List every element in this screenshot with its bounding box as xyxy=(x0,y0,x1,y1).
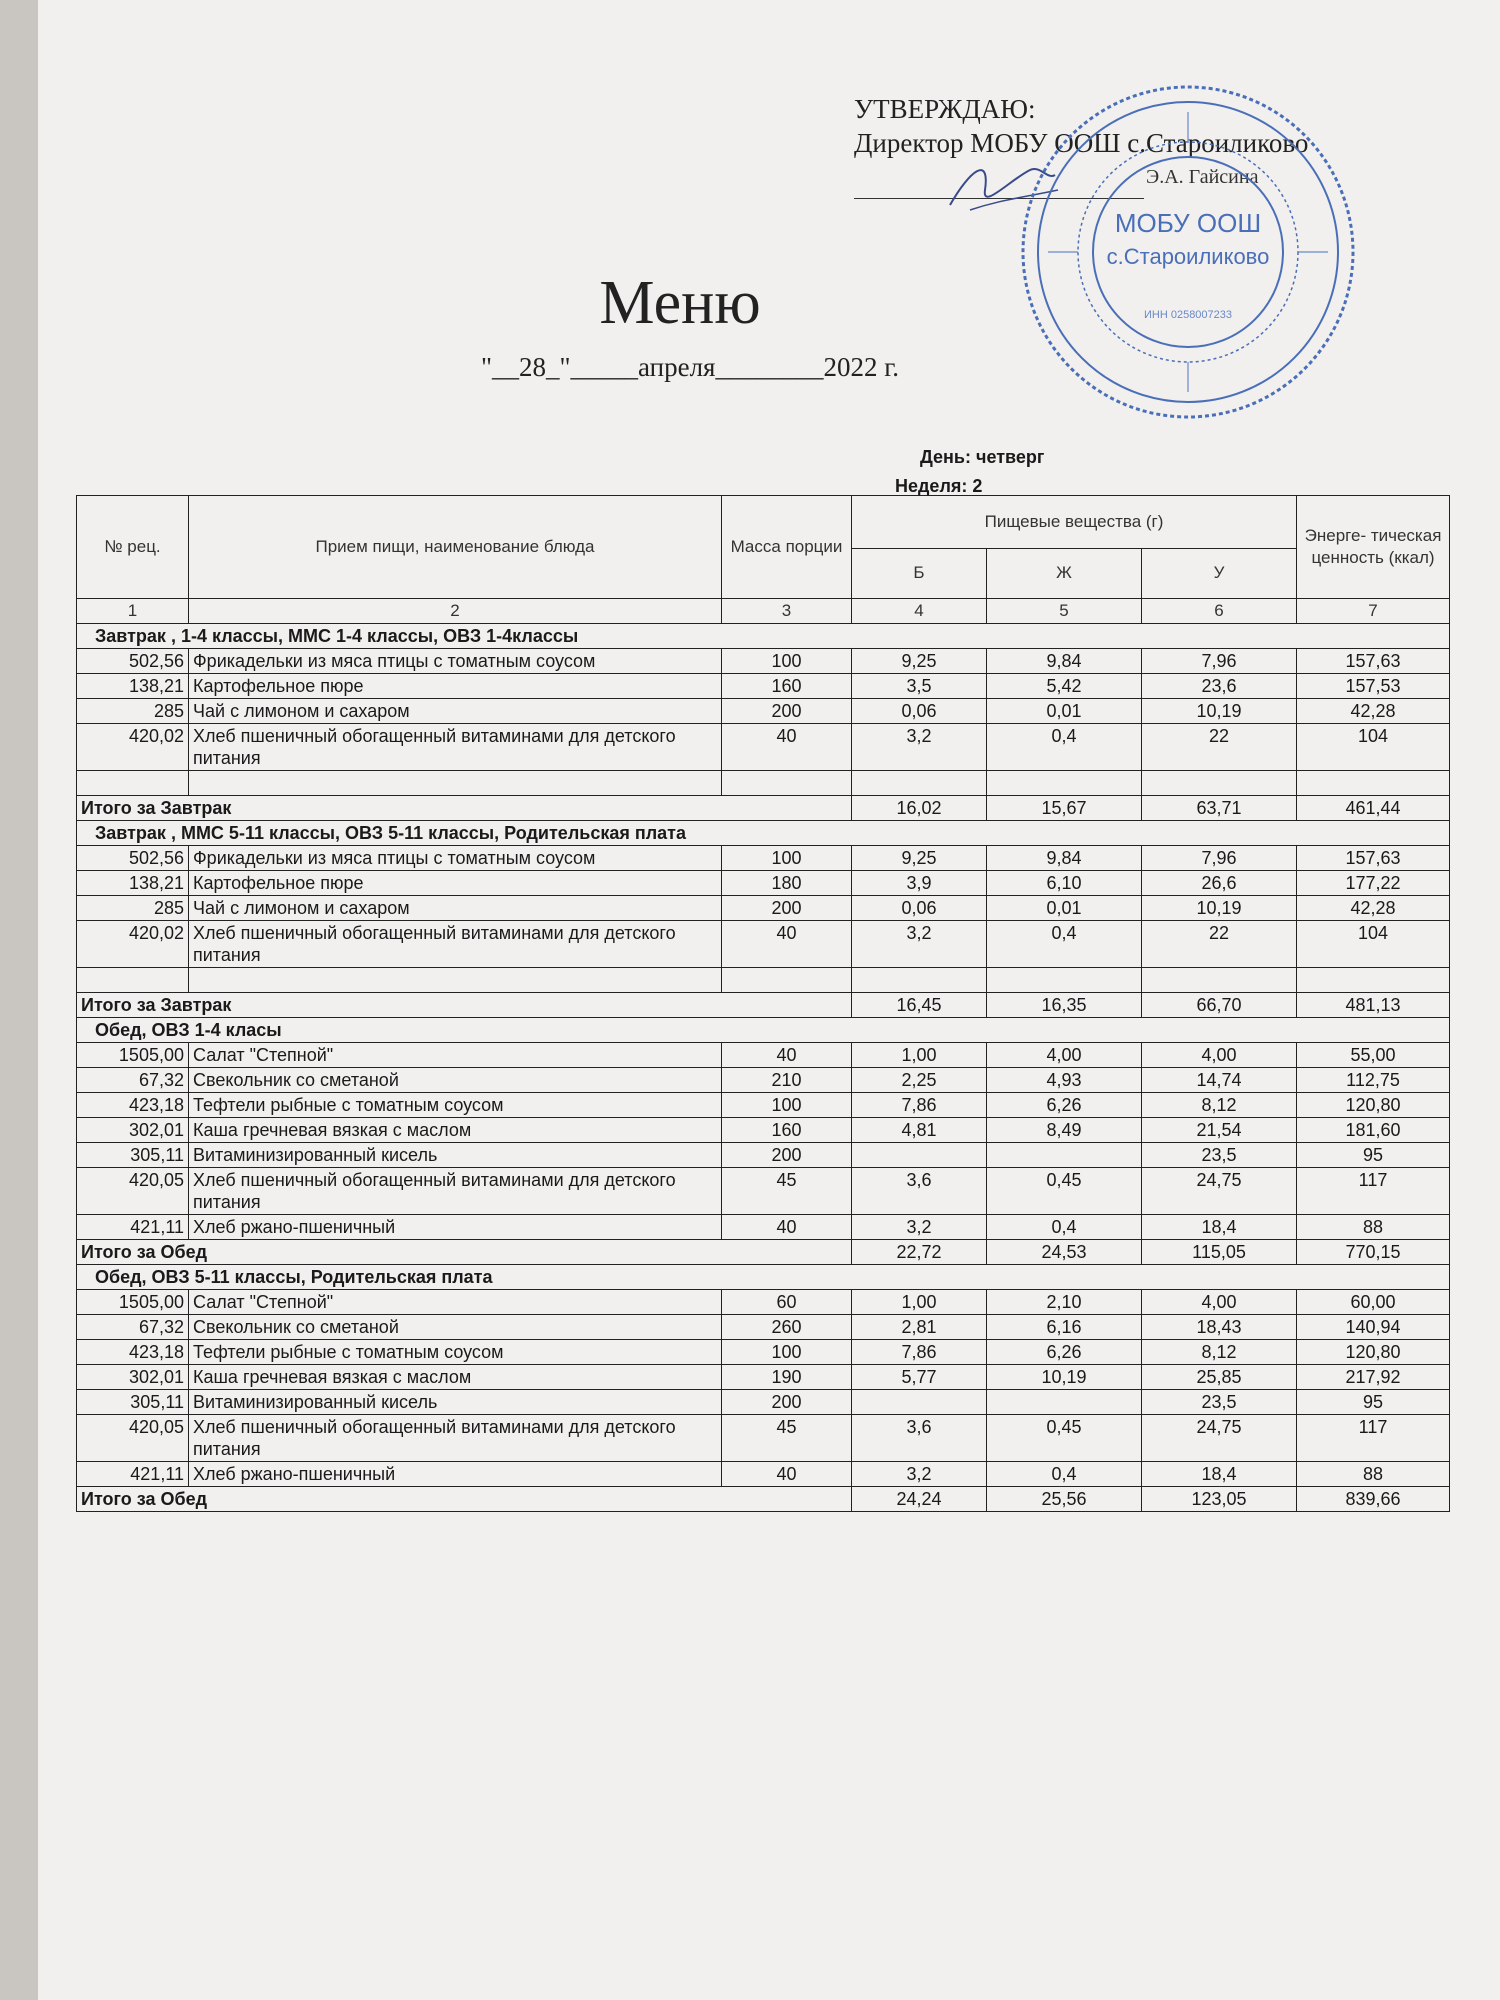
dish-protein: 3,6 xyxy=(852,1168,987,1215)
dish-fat xyxy=(987,771,1142,796)
dish-name xyxy=(189,968,722,993)
dish-mass: 60 xyxy=(722,1290,852,1315)
dish-rec-number: 423,18 xyxy=(77,1340,189,1365)
dish-protein: 7,86 xyxy=(852,1093,987,1118)
dish-name: Салат "Степной" xyxy=(189,1043,722,1068)
dish-energy: 95 xyxy=(1297,1143,1450,1168)
dish-fat: 6,16 xyxy=(987,1315,1142,1340)
dish-fat: 0,4 xyxy=(987,1215,1142,1240)
total-u: 63,71 xyxy=(1142,796,1297,821)
dish-protein: 9,25 xyxy=(852,649,987,674)
dish-name: Хлеб пшеничный обогащенный витаминами для детского питания xyxy=(189,1415,722,1462)
dish-carbs xyxy=(1142,771,1297,796)
dish-carbs: 25,85 xyxy=(1142,1365,1297,1390)
dish-carbs: 8,12 xyxy=(1142,1093,1297,1118)
dish-name: Свекольник со сметаной xyxy=(189,1068,722,1093)
total-label: Итого за Завтрак xyxy=(77,993,852,1018)
dish-mass: 260 xyxy=(722,1315,852,1340)
section-title: Завтрак , ММС 5-11 классы, ОВЗ 5-11 классы, Родительская плата xyxy=(77,821,1450,846)
dish-fat xyxy=(987,968,1142,993)
menu-date: "__28_"_____апреля________2022 г. xyxy=(480,352,900,382)
dish-rec-number: 302,01 xyxy=(77,1118,189,1143)
dish-energy: 42,28 xyxy=(1297,699,1450,724)
dish-fat: 4,93 xyxy=(987,1068,1142,1093)
dish-protein: 0,06 xyxy=(852,896,987,921)
dish-name: Тефтели рыбные с томатным соусом xyxy=(189,1093,722,1118)
section-header-row xyxy=(77,1265,1450,1290)
dish-protein xyxy=(852,1143,987,1168)
dish-name: Салат "Степной" xyxy=(189,1290,722,1315)
dish-row xyxy=(77,1340,1450,1365)
dish-rec-number: 305,11 xyxy=(77,1143,189,1168)
dish-protein xyxy=(852,968,987,993)
dish-fat: 6,26 xyxy=(987,1093,1142,1118)
colnum: 1 xyxy=(77,599,189,624)
approval-heading: УТВЕРЖДАЮ: xyxy=(854,94,1036,124)
dish-mass: 100 xyxy=(722,649,852,674)
dish-energy: 55,00 xyxy=(1297,1043,1450,1068)
section-title: Обед, ОВЗ 1-4 класы xyxy=(77,1018,1450,1043)
dish-fat: 9,84 xyxy=(987,649,1142,674)
dish-rec-number: 420,02 xyxy=(77,724,189,771)
dish-energy: 120,80 xyxy=(1297,1340,1450,1365)
dish-carbs: 18,4 xyxy=(1142,1215,1297,1240)
dish-protein: 3,5 xyxy=(852,674,987,699)
dish-carbs: 23,6 xyxy=(1142,674,1297,699)
dish-carbs: 22 xyxy=(1142,724,1297,771)
dish-row xyxy=(77,1093,1450,1118)
dish-carbs: 7,96 xyxy=(1142,649,1297,674)
dish-rec-number xyxy=(77,771,189,796)
dish-row xyxy=(77,1043,1450,1068)
dish-row xyxy=(77,1143,1450,1168)
section-header-row xyxy=(77,624,1450,649)
dish-fat: 0,01 xyxy=(987,699,1142,724)
dish-carbs: 4,00 xyxy=(1142,1043,1297,1068)
dish-carbs: 26,6 xyxy=(1142,871,1297,896)
dish-name: Хлеб пшеничный обогащенный витаминами для детского питания xyxy=(189,724,722,771)
total-label: Итого за Завтрак xyxy=(77,796,852,821)
dish-mass: 40 xyxy=(722,1215,852,1240)
dish-row xyxy=(77,1215,1450,1240)
dish-name: Хлеб пшеничный обогащенный витаминами для детского питания xyxy=(189,1168,722,1215)
dish-carbs xyxy=(1142,968,1297,993)
dish-energy: 60,00 xyxy=(1297,1290,1450,1315)
dish-name: Картофельное пюре xyxy=(189,674,722,699)
header-b: Б xyxy=(852,548,987,598)
dish-carbs: 4,00 xyxy=(1142,1290,1297,1315)
dish-protein: 1,00 xyxy=(852,1290,987,1315)
dish-protein: 3,2 xyxy=(852,1462,987,1487)
dish-energy: 117 xyxy=(1297,1168,1450,1215)
menu-table xyxy=(76,495,1450,1512)
total-row xyxy=(77,1487,1450,1512)
dish-rec-number: 420,05 xyxy=(77,1168,189,1215)
dish-rec-number: 421,11 xyxy=(77,1215,189,1240)
dish-carbs: 7,96 xyxy=(1142,846,1297,871)
dish-protein: 3,2 xyxy=(852,724,987,771)
dish-mass: 200 xyxy=(722,1390,852,1415)
dish-energy: 88 xyxy=(1297,1462,1450,1487)
dish-energy: 157,63 xyxy=(1297,846,1450,871)
section-title: Завтрак , 1-4 классы, ММС 1-4 классы, ОВЗ 1-4классы xyxy=(77,624,1450,649)
dish-energy: 95 xyxy=(1297,1390,1450,1415)
dish-row xyxy=(77,1068,1450,1093)
approval-director: Директор МОБУ ООШ с.Староиликово xyxy=(854,128,1309,158)
total-e: 839,66 xyxy=(1297,1487,1450,1512)
dish-carbs: 23,5 xyxy=(1142,1143,1297,1168)
dish-rec-number: 302,01 xyxy=(77,1365,189,1390)
dish-mass: 160 xyxy=(722,1118,852,1143)
dish-carbs: 10,19 xyxy=(1142,699,1297,724)
dish-mass: 200 xyxy=(722,896,852,921)
dish-energy: 104 xyxy=(1297,921,1450,968)
total-e: 770,15 xyxy=(1297,1240,1450,1265)
empty-row xyxy=(77,771,1450,796)
dish-energy: 217,92 xyxy=(1297,1365,1450,1390)
section-header-row xyxy=(77,1018,1450,1043)
dish-name: Хлеб ржано-пшеничный xyxy=(189,1462,722,1487)
colnum: 2 xyxy=(189,599,722,624)
total-zh: 24,53 xyxy=(987,1240,1142,1265)
dish-mass: 190 xyxy=(722,1365,852,1390)
dish-row xyxy=(77,1118,1450,1143)
dish-energy: 88 xyxy=(1297,1215,1450,1240)
dish-mass: 160 xyxy=(722,674,852,699)
total-u: 123,05 xyxy=(1142,1487,1297,1512)
total-e: 481,13 xyxy=(1297,993,1450,1018)
total-zh: 16,35 xyxy=(987,993,1142,1018)
dish-protein: 0,06 xyxy=(852,699,987,724)
dish-energy: 177,22 xyxy=(1297,871,1450,896)
dish-fat: 0,45 xyxy=(987,1415,1142,1462)
dish-rec-number: 421,11 xyxy=(77,1462,189,1487)
dish-row xyxy=(77,1315,1450,1340)
dish-row xyxy=(77,1462,1450,1487)
dish-name: Хлеб пшеничный обогащенный витаминами для детского питания xyxy=(189,921,722,968)
dish-row xyxy=(77,1390,1450,1415)
dish-fat: 4,00 xyxy=(987,1043,1142,1068)
dish-rec-number: 1505,00 xyxy=(77,1290,189,1315)
colnum: 5 xyxy=(987,599,1142,624)
dish-name: Картофельное пюре xyxy=(189,871,722,896)
dish-rec-number: 502,56 xyxy=(77,846,189,871)
dish-protein: 9,25 xyxy=(852,846,987,871)
dish-name: Чай с лимоном и сахаром xyxy=(189,896,722,921)
header-mass: Масса порции xyxy=(722,496,852,599)
dish-energy: 112,75 xyxy=(1297,1068,1450,1093)
dish-name: Свекольник со сметаной xyxy=(189,1315,722,1340)
dish-row xyxy=(77,1168,1450,1215)
dish-protein: 7,86 xyxy=(852,1340,987,1365)
dish-fat: 6,10 xyxy=(987,871,1142,896)
dish-row xyxy=(77,1415,1450,1462)
seal-center-text-2: с.Староиликово xyxy=(1106,244,1270,269)
week-label: Неделя: xyxy=(895,476,968,496)
week-line xyxy=(895,476,982,497)
seal-inn: ИНН 0258007233 xyxy=(1143,309,1233,321)
dish-rec-number: 305,11 xyxy=(77,1390,189,1415)
day-line xyxy=(920,447,1044,468)
dish-mass: 40 xyxy=(722,1462,852,1487)
colnum: 4 xyxy=(852,599,987,624)
dish-name: Хлеб ржано-пшеничный xyxy=(189,1215,722,1240)
dish-row xyxy=(77,896,1450,921)
dish-protein: 4,81 xyxy=(852,1118,987,1143)
dish-mass: 200 xyxy=(722,1143,852,1168)
total-row xyxy=(77,1240,1450,1265)
dish-protein: 3,9 xyxy=(852,871,987,896)
dish-protein: 3,2 xyxy=(852,921,987,968)
dish-carbs: 23,5 xyxy=(1142,1390,1297,1415)
dish-protein xyxy=(852,771,987,796)
dish-fat xyxy=(987,1143,1142,1168)
dish-mass: 100 xyxy=(722,846,852,871)
page-title: Меню xyxy=(599,269,761,337)
day-value: четверг xyxy=(976,447,1045,467)
dish-row xyxy=(77,649,1450,674)
total-b: 22,72 xyxy=(852,1240,987,1265)
dish-rec-number: 1505,00 xyxy=(77,1043,189,1068)
dish-name: Фрикадельки из мяса птицы с томатным соусом xyxy=(189,846,722,871)
dish-protein: 2,25 xyxy=(852,1068,987,1093)
dish-fat: 0,4 xyxy=(987,724,1142,771)
dish-mass: 180 xyxy=(722,871,852,896)
dish-energy: 117 xyxy=(1297,1415,1450,1462)
dish-protein: 3,2 xyxy=(852,1215,987,1240)
total-row xyxy=(77,993,1450,1018)
dish-carbs: 22 xyxy=(1142,921,1297,968)
dish-row xyxy=(77,871,1450,896)
colnum: 6 xyxy=(1142,599,1297,624)
dish-name: Фрикадельки из мяса птицы с томатным соусом xyxy=(189,649,722,674)
dish-rec-number xyxy=(77,968,189,993)
dish-mass: 40 xyxy=(722,1043,852,1068)
dish-mass: 100 xyxy=(722,1093,852,1118)
dish-row xyxy=(77,846,1450,871)
dish-fat: 10,19 xyxy=(987,1365,1142,1390)
dish-energy: 120,80 xyxy=(1297,1093,1450,1118)
header-u: У xyxy=(1142,548,1297,598)
dish-energy: 157,63 xyxy=(1297,649,1450,674)
total-zh: 25,56 xyxy=(987,1487,1142,1512)
dish-rec-number: 138,21 xyxy=(77,674,189,699)
dish-rec-number: 423,18 xyxy=(77,1093,189,1118)
dish-energy: 42,28 xyxy=(1297,896,1450,921)
header-zh: Ж xyxy=(987,548,1142,598)
dish-name: Витаминизированный кисель xyxy=(189,1143,722,1168)
dish-mass xyxy=(722,771,852,796)
dish-energy xyxy=(1297,771,1450,796)
total-u: 66,70 xyxy=(1142,993,1297,1018)
dish-protein: 2,81 xyxy=(852,1315,987,1340)
dish-fat: 8,49 xyxy=(987,1118,1142,1143)
total-label: Итого за Обед xyxy=(77,1487,852,1512)
dish-carbs: 14,74 xyxy=(1142,1068,1297,1093)
dish-rec-number: 285 xyxy=(77,699,189,724)
dish-fat: 6,26 xyxy=(987,1340,1142,1365)
menu-table-body xyxy=(77,624,1450,1512)
total-b: 16,02 xyxy=(852,796,987,821)
dish-mass: 210 xyxy=(722,1068,852,1093)
header-rec: № рец. xyxy=(77,496,189,599)
dish-energy: 157,53 xyxy=(1297,674,1450,699)
dish-carbs: 24,75 xyxy=(1142,1415,1297,1462)
header-row xyxy=(77,496,1450,549)
week-value: 2 xyxy=(972,476,983,496)
colnum: 7 xyxy=(1297,599,1450,624)
header-nutrients: Пищевые вещества (г) xyxy=(852,496,1297,549)
dish-protein: 5,77 xyxy=(852,1365,987,1390)
dish-row xyxy=(77,1365,1450,1390)
header-name: Прием пищи, наименование блюда xyxy=(189,496,722,599)
dish-carbs: 21,54 xyxy=(1142,1118,1297,1143)
dish-fat: 9,84 xyxy=(987,846,1142,871)
total-zh: 15,67 xyxy=(987,796,1142,821)
total-b: 24,24 xyxy=(852,1487,987,1512)
dish-row xyxy=(77,724,1450,771)
dish-fat: 2,10 xyxy=(987,1290,1142,1315)
section-header-row xyxy=(77,821,1450,846)
empty-row xyxy=(77,968,1450,993)
dish-rec-number: 67,32 xyxy=(77,1315,189,1340)
dish-carbs: 24,75 xyxy=(1142,1168,1297,1215)
total-row xyxy=(77,796,1450,821)
dish-row xyxy=(77,699,1450,724)
dish-protein xyxy=(852,1390,987,1415)
dish-mass: 40 xyxy=(722,724,852,771)
dish-name: Тефтели рыбные с томатным соусом xyxy=(189,1340,722,1365)
dish-carbs: 10,19 xyxy=(1142,896,1297,921)
dish-name: Каша гречневая вязкая с маслом xyxy=(189,1118,722,1143)
dish-carbs: 18,43 xyxy=(1142,1315,1297,1340)
dish-mass: 100 xyxy=(722,1340,852,1365)
dish-name: Каша гречневая вязкая с маслом xyxy=(189,1365,722,1390)
dish-name: Витаминизированный кисель xyxy=(189,1390,722,1415)
day-label: День: xyxy=(920,447,971,467)
dish-protein: 1,00 xyxy=(852,1043,987,1068)
dish-mass: 45 xyxy=(722,1168,852,1215)
dish-mass: 45 xyxy=(722,1415,852,1462)
dish-energy: 181,60 xyxy=(1297,1118,1450,1143)
dish-name xyxy=(189,771,722,796)
dish-energy: 104 xyxy=(1297,724,1450,771)
dish-rec-number: 502,56 xyxy=(77,649,189,674)
dish-mass: 40 xyxy=(722,921,852,968)
total-b: 16,45 xyxy=(852,993,987,1018)
column-number-row xyxy=(77,599,1450,624)
dish-fat: 0,4 xyxy=(987,921,1142,968)
colnum: 3 xyxy=(722,599,852,624)
dish-row xyxy=(77,1290,1450,1315)
seal-center-text-1: МОБУ ООШ xyxy=(1114,208,1262,238)
header-energy: Энерге- тическая ценность (ккал) xyxy=(1297,496,1450,599)
dish-mass: 200 xyxy=(722,699,852,724)
dish-protein: 3,6 xyxy=(852,1415,987,1462)
dish-carbs: 8,12 xyxy=(1142,1340,1297,1365)
dish-fat: 0,01 xyxy=(987,896,1142,921)
total-e: 461,44 xyxy=(1297,796,1450,821)
dish-name: Чай с лимоном и сахаром xyxy=(189,699,722,724)
dish-carbs: 18,4 xyxy=(1142,1462,1297,1487)
director-name: Э.А. Гайсина xyxy=(1146,166,1259,188)
dish-rec-number: 420,05 xyxy=(77,1415,189,1462)
dish-row xyxy=(77,674,1450,699)
dish-mass xyxy=(722,968,852,993)
dish-fat xyxy=(987,1390,1142,1415)
dish-rec-number: 67,32 xyxy=(77,1068,189,1093)
dish-rec-number: 285 xyxy=(77,896,189,921)
dish-energy: 140,94 xyxy=(1297,1315,1450,1340)
dish-fat: 0,4 xyxy=(987,1462,1142,1487)
total-label: Итого за Обед xyxy=(77,1240,852,1265)
section-title: Обед, ОВЗ 5-11 классы, Родительская плата xyxy=(77,1265,1450,1290)
dish-rec-number: 420,02 xyxy=(77,921,189,968)
dish-fat: 5,42 xyxy=(987,674,1142,699)
dish-fat: 0,45 xyxy=(987,1168,1142,1215)
total-u: 115,05 xyxy=(1142,1240,1297,1265)
dish-rec-number: 138,21 xyxy=(77,871,189,896)
dish-energy xyxy=(1297,968,1450,993)
dish-row xyxy=(77,921,1450,968)
